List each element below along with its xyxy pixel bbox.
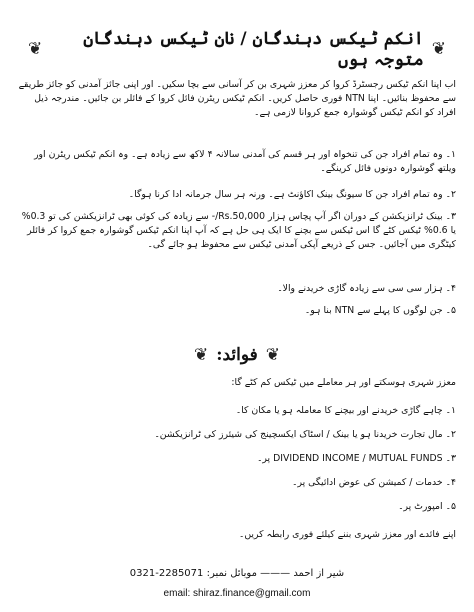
benefit-item-5: ۵۔ امپورٹ پر۔ <box>398 501 456 512</box>
benefits-intro: معزز شہری ہوسکتے اور ہر معاملے میں ٹیکس کم کٹے گا: <box>231 377 456 388</box>
requirement-item-2: ۲۔ وہ تمام افراد جن کا سیونگ بینک اکاؤنٹ ہے۔ ورنہ ہر سال جرمانہ ادا کرنا ہوگا۔ <box>128 189 456 200</box>
requirement-item-5: ۵۔ جن لوگوں کا پہلے سے NTN بنا ہو۔ <box>304 305 456 316</box>
contact-name: شیر از احمد <box>293 568 345 579</box>
requirement-item-1: ۱۔ وہ تمام افراد جن کی تنخواہ اور ہر قسم کی آمدنی سالانہ ۴ لاکھ سے زیادہ ہے۔ وہ انکم ٹیکس ریٹرن اور ویلتھ گوشوارہ دونوں فائل کرینگے۔ <box>34 149 456 174</box>
benefits-ornament-right-icon: ❦ <box>265 344 281 365</box>
benefit-item-3: ۳۔ DIVIDEND INCOME / MUTUAL FUNDS پر۔ <box>256 453 456 464</box>
benefits-closing: اپنے فائدے اور معزز شہری بننے کیلئے فوری رابطہ کریں۔ <box>238 529 456 540</box>
benefit-item-4: ۴۔ خدمات / کمیشن کی عوض ادائیگی پر۔ <box>292 477 456 488</box>
requirement-item-4: ۴۔ ہزار سی سی سے زیادہ گاڑی خریدنے والا۔ <box>277 283 456 294</box>
benefits-title-text: فوائد: <box>216 345 258 365</box>
contact-line: 0321-2285071 موبائل نمبر: ——— شیر از احمد <box>129 568 345 579</box>
requirement-item-3: ۳۔ بینک ٹرانزیکشن کے دوران اگر آپ پچاس ہزار Rs.50,000/- سے زیادہ کی کوئی بھی ٹرانزیکشن کی تو 0.3% یا 0.6% ٹیکس کٹے گا اس ٹیکس سے بچنے کا ایک ہی حل ہے کہ آپ اپنا انکم ٹیکس گوشوارہ جمع کروا کر فائلر کیٹگری میں آجائیں۔ جس کے ذریعے آپکی آمدنی ٹیکس سے محفوظ ہو جائے گی۔ <box>21 211 456 250</box>
contact-email[interactable]: shiraz.finance@gmail.com <box>193 588 311 599</box>
page-title <box>28 28 446 70</box>
intro-paragraph: اب اپنا انکم ٹیکس رجسٹرڈ کروا کر معزز شہری بن کر آسانی سے بچا سکیں۔ اور اپنی جائز آمدنی کو جائز طریقے سے محفوظ بنائیں۔ اپنا NTN فوری حاصل کریں۔ انکم ٹیکس ریٹرن فائل کروا کے فائلر بن جائیں۔ مندرجہ ذیل افراد کو انکم ٹیکس گوشوارہ جمع کروانا لازمی ہے۔ <box>18 79 456 118</box>
benefits-ornament-left-icon: ❦ <box>193 344 209 365</box>
ornament-right-icon: ❦ <box>431 38 446 59</box>
ornament-left-icon: ❦ <box>28 38 43 59</box>
benefit-item-1: ۱۔ چاہے گاڑی خریدنے اور بیچنے کا معاملہ ہو یا مکان کا۔ <box>235 405 456 416</box>
contact-email-line <box>120 587 354 601</box>
contact-mobile: 0321-2285071 <box>129 568 204 579</box>
benefits-title <box>175 340 299 370</box>
contact-mobile-label: موبائل نمبر: <box>206 568 257 579</box>
contact-email-label: email: <box>163 588 191 599</box>
title-text: انکم ٹیکس دہندگان / نان ٹیکس دہندگان متوجہ ہوں <box>83 29 424 70</box>
benefit-item-2: ۲۔ مال تجارت خریدنا ہو یا بینک / اسٹاک ایکسچینج کی شیئرز کی ٹرانزیکشن۔ <box>154 429 456 440</box>
